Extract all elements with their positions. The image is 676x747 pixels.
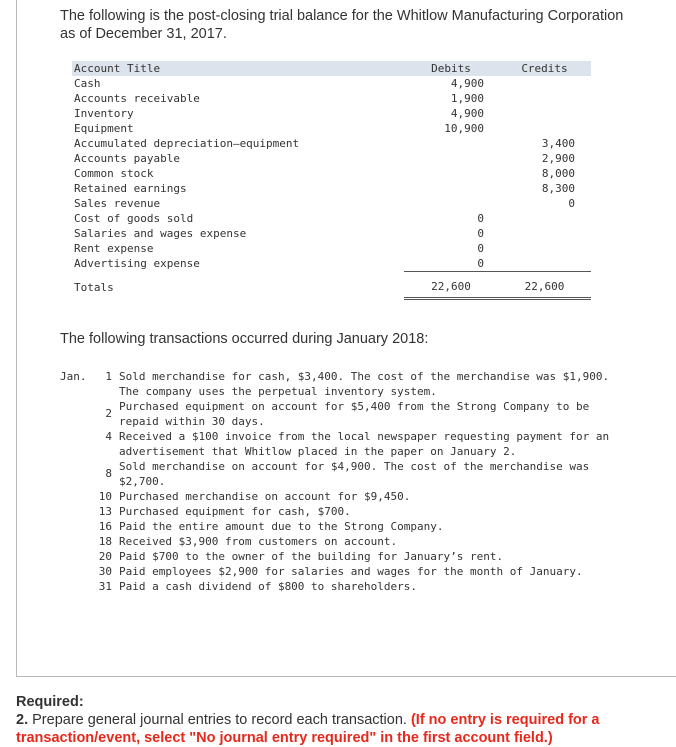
transaction-line: Purchased equipment on account for $5,400 from the Strong Company to be <box>119 400 590 413</box>
transaction-item <box>60 369 660 399</box>
transaction-day: 4 <box>105 430 112 443</box>
cell-credit: 3,400 <box>541 137 575 150</box>
totals-label: Totals <box>74 280 114 294</box>
table-row <box>72 76 591 91</box>
cell-account-title: Advertising expense <box>74 257 200 271</box>
transaction-day: 13 <box>98 505 112 518</box>
cell-debit <box>404 181 500 196</box>
cell-credit <box>500 226 591 241</box>
transaction-text <box>119 534 660 549</box>
cell-debit: 4,900 <box>450 77 484 90</box>
header-debits: Debits <box>404 61 500 76</box>
cell-credit: 8,300 <box>541 182 575 195</box>
required-text: Prepare general journal entries to record each transaction. <box>32 712 407 728</box>
cell-account-title: Accumulated depreciation—equipment <box>74 137 300 150</box>
table-row <box>72 226 591 241</box>
transaction-line: Purchased merchandise on account for $9,450. <box>119 490 411 503</box>
transactions-intro: The following transactions occurred during January 2018: <box>60 331 429 347</box>
cell-account-title: Equipment <box>74 122 134 135</box>
cell-debit: 1,900 <box>450 92 484 105</box>
intro-text: The following is the post-closing trial balance for the Whitlow Manufacturing Corporation as of December 31, 2017. <box>60 8 624 42</box>
cell-credit <box>500 241 591 256</box>
transaction-text <box>119 459 660 489</box>
transaction-text <box>119 489 660 504</box>
transaction-line: advertisement that Whitlow placed in the paper on January 2. <box>119 445 517 458</box>
transaction-item <box>60 564 660 579</box>
cell-account-title: Accounts receivable <box>74 92 200 105</box>
cell-account-title: Salaries and wages expense <box>74 227 247 240</box>
table-row <box>72 106 591 121</box>
cell-debit: 0 <box>477 227 484 240</box>
transaction-item <box>60 399 660 429</box>
required-heading: Required: <box>16 694 84 710</box>
cell-credit: 8,000 <box>541 167 575 180</box>
table-row <box>72 181 591 196</box>
cell-account-title: Inventory <box>74 107 134 120</box>
transaction-item <box>60 579 660 594</box>
table-row <box>72 121 591 136</box>
transaction-item <box>60 549 660 564</box>
table-row <box>72 211 591 226</box>
cell-debit: 0 <box>477 242 484 255</box>
cell-debit: 10,900 <box>444 122 484 135</box>
cell-account-title: Common stock <box>74 167 154 180</box>
trial-balance-body <box>72 76 591 299</box>
transaction-line: Paid a cash dividend of $800 to shareholders. <box>119 580 418 593</box>
table-row <box>72 241 591 256</box>
transaction-item <box>60 504 660 519</box>
required-number: 2. <box>16 712 29 728</box>
transaction-day: 31 <box>98 580 112 593</box>
required-note: (If no entry is required for a transaction/event, select "No journal entry required" in the first account field.) <box>16 712 600 746</box>
table-row <box>72 196 591 211</box>
header-credits: Credits <box>500 61 591 76</box>
transaction-day: 1 <box>105 370 112 383</box>
transaction-text <box>119 399 660 429</box>
transaction-item <box>60 459 660 489</box>
header-account-title: Account Title <box>72 61 404 76</box>
required-section <box>16 693 666 747</box>
cell-debit <box>404 151 500 166</box>
cell-credit <box>500 106 591 121</box>
transaction-text <box>119 564 660 579</box>
transaction-line: Paid $700 to the owner of the building for January’s rent. <box>119 550 504 563</box>
cell-debit <box>404 166 500 181</box>
cell-credit: 2,900 <box>541 152 575 165</box>
table-row <box>72 136 591 151</box>
totals-row <box>72 277 591 299</box>
transaction-item <box>60 519 660 534</box>
cell-credit <box>500 121 591 136</box>
transaction-line: Paid the entire amount due to the Strong Company. <box>119 520 444 533</box>
transaction-text <box>119 579 660 594</box>
transaction-item <box>60 489 660 504</box>
cell-credit <box>500 91 591 106</box>
transaction-month: Jan. <box>60 370 87 383</box>
table-row <box>72 91 591 106</box>
transaction-item <box>60 429 660 459</box>
cell-account-title: Sales revenue <box>74 197 161 210</box>
transaction-day: 30 <box>98 565 112 578</box>
cell-account-title: Retained earnings <box>74 182 187 195</box>
transaction-text <box>119 549 660 564</box>
transaction-day: 20 <box>98 550 112 563</box>
table-row <box>72 166 591 181</box>
cell-account-title: Cost of goods sold <box>74 212 194 225</box>
transaction-line: $2,700. <box>119 475 166 488</box>
cell-account-title: Rent expense <box>74 242 154 255</box>
transaction-day: 18 <box>98 535 112 548</box>
transaction-day: 8 <box>105 467 112 480</box>
transaction-day: 2 <box>105 407 112 420</box>
table-header-row <box>72 61 591 76</box>
transaction-day: 16 <box>98 520 112 533</box>
transaction-text <box>119 369 660 399</box>
transaction-text <box>119 519 660 534</box>
trial-balance-table <box>72 61 591 300</box>
transactions-list <box>60 369 660 594</box>
transaction-text <box>119 504 660 519</box>
transaction-item <box>60 534 660 549</box>
cell-credit <box>500 211 591 226</box>
transaction-line: Paid employees $2,900 for salaries and wages for the month of January. <box>119 565 583 578</box>
cell-debit <box>404 136 500 151</box>
cell-credit: 0 <box>568 197 575 210</box>
totals-debit: 22,600 <box>404 277 500 299</box>
cell-account-title: Accounts payable <box>74 152 180 165</box>
transaction-line: repaid within 30 days. <box>119 415 265 428</box>
transaction-line: Purchased equipment for cash, $700. <box>119 505 351 518</box>
cell-credit <box>500 76 591 91</box>
cell-credit <box>500 256 591 272</box>
cell-debit: 0 <box>477 212 484 225</box>
cell-debit: 4,900 <box>450 107 484 120</box>
cell-debit: 0 <box>404 256 500 272</box>
table-row <box>72 151 591 166</box>
cell-debit <box>404 196 500 211</box>
table-row <box>72 256 591 272</box>
transaction-line: Sold merchandise on account for $4,900. The cost of the merchandise was <box>119 460 590 473</box>
cell-account-title: Cash <box>74 77 101 90</box>
transaction-day: 10 <box>98 490 112 503</box>
totals-credit: 22,600 <box>500 277 591 299</box>
transaction-line: Received $3,900 from customers on account. <box>119 535 398 548</box>
transaction-text <box>119 429 660 459</box>
transaction-line: Sold merchandise for cash, $3,400. The cost of the merchandise was $1,900. <box>119 370 610 383</box>
transaction-line: Received a $100 invoice from the local newspaper requesting payment for an <box>119 430 610 443</box>
transaction-line: The company uses the perpetual inventory system. <box>119 385 437 398</box>
